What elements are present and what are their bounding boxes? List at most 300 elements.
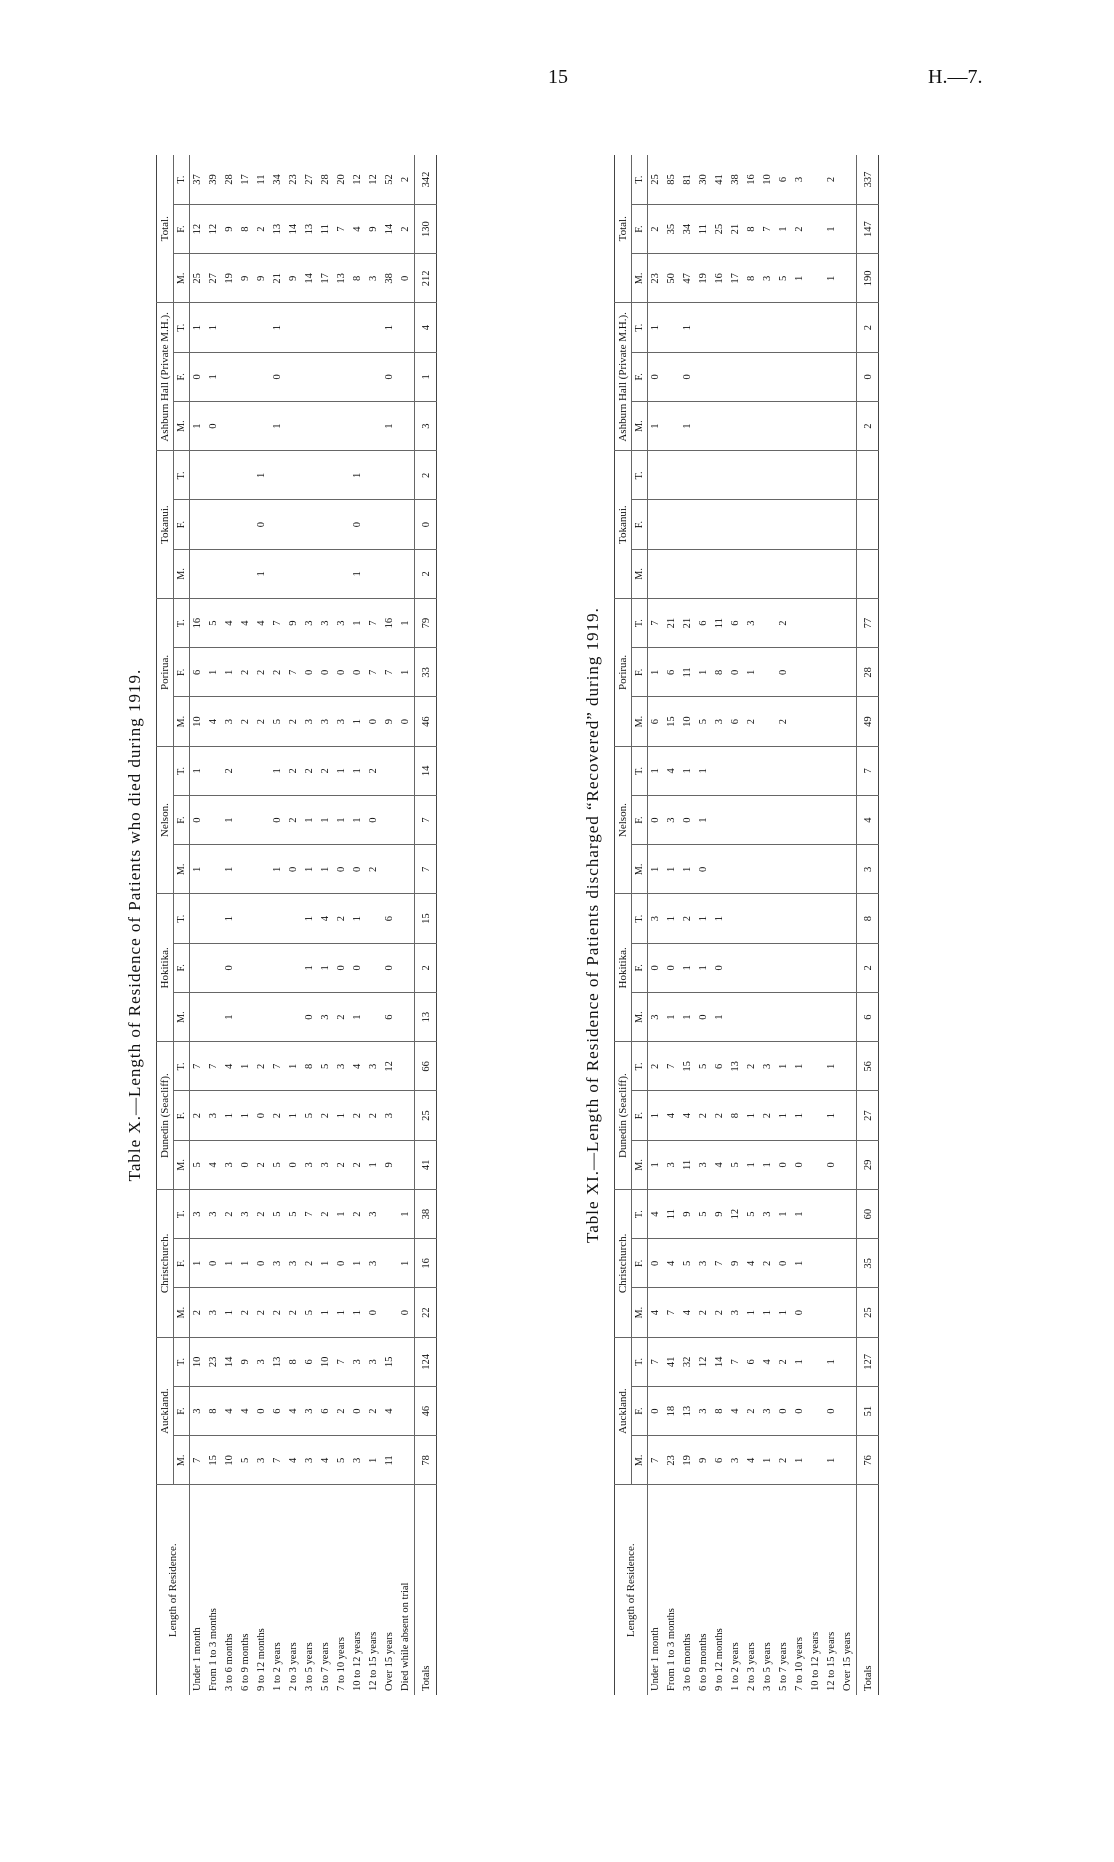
table-cell xyxy=(254,993,270,1042)
table-cell: 16 xyxy=(190,599,207,648)
sex-subheader: F. xyxy=(174,1091,190,1140)
table-cell xyxy=(398,451,415,500)
totals-cell: 8 xyxy=(857,894,879,943)
sex-subheader: T. xyxy=(632,303,648,352)
table-cell: 5 xyxy=(318,1042,334,1091)
table-cell xyxy=(808,1337,824,1386)
totals-cell: 29 xyxy=(857,1140,879,1189)
table-cell: 16 xyxy=(744,155,760,205)
row-label: Died while absent on trial xyxy=(400,1582,411,1691)
table-cell: 7 xyxy=(366,648,382,697)
totals-cell: 4 xyxy=(857,796,879,845)
table-cell: 9 xyxy=(366,205,382,254)
table-cell xyxy=(238,796,254,845)
table-cell xyxy=(824,697,840,746)
table-cell xyxy=(840,1387,857,1436)
table-cell: 23 xyxy=(206,1337,222,1386)
table-cell: 8 xyxy=(712,1387,728,1436)
table-cell xyxy=(792,648,808,697)
table-cell: 0 xyxy=(334,845,350,894)
sex-subheader: T. xyxy=(632,1337,648,1386)
table-cell: 5 xyxy=(206,599,222,648)
institution-header: Porirua. xyxy=(615,599,632,747)
table-cell xyxy=(398,303,415,352)
table-cell: 13 xyxy=(728,1042,744,1091)
institution-header: Hokitika. xyxy=(615,894,632,1042)
table-cell: 0 xyxy=(648,1239,665,1288)
table-cell xyxy=(318,549,334,598)
table-cell: 0 xyxy=(334,943,350,992)
totals-cell: 22 xyxy=(415,1288,437,1337)
table-cell: 2 xyxy=(776,697,792,746)
table-cell: 50 xyxy=(664,254,680,303)
table-cell: 2 xyxy=(696,1091,712,1140)
table-cell xyxy=(206,993,222,1042)
table-cell: 1 xyxy=(776,1042,792,1091)
sex-subheader: F. xyxy=(174,205,190,254)
table-cell: 1 xyxy=(664,845,680,894)
table-cell xyxy=(760,993,776,1042)
totals-cell: 41 xyxy=(415,1140,437,1189)
table-cell: 11 xyxy=(382,1436,398,1485)
table-cell xyxy=(286,894,302,943)
table-cell xyxy=(840,1436,857,1485)
table-cell xyxy=(318,352,334,401)
table-cell xyxy=(792,500,808,549)
table-cell: 0 xyxy=(206,402,222,451)
sex-subheader: M. xyxy=(174,1288,190,1337)
table-cell: 4 xyxy=(664,1239,680,1288)
table-cell: 1 xyxy=(222,1091,238,1140)
table-cell xyxy=(792,894,808,943)
table-cell: 1 xyxy=(350,697,366,746)
table-cell xyxy=(744,500,760,549)
table-cell: 2 xyxy=(334,993,350,1042)
sex-subheader: T. xyxy=(174,746,190,795)
table-cell: 1 xyxy=(350,451,366,500)
table-cell: 3 xyxy=(712,697,728,746)
table-cell xyxy=(334,549,350,598)
table-cell: 20 xyxy=(334,155,350,205)
table-cell xyxy=(808,549,824,598)
table-cell xyxy=(824,746,840,795)
table-cell: 1 xyxy=(190,402,207,451)
table-cell xyxy=(190,894,207,943)
totals-cell: 2 xyxy=(857,402,879,451)
table-row xyxy=(696,155,712,1695)
table-cell: 1 xyxy=(648,746,665,795)
totals-cell: 14 xyxy=(415,746,437,795)
table-cell: 10 xyxy=(222,1436,238,1485)
table-cell: 0 xyxy=(254,1091,270,1140)
table-cell: 0 xyxy=(302,648,318,697)
table-cell: 0 xyxy=(334,648,350,697)
table-cell xyxy=(824,500,840,549)
table-cell: 0 xyxy=(648,352,665,401)
table-cell: 6 xyxy=(382,993,398,1042)
table-cell xyxy=(366,402,382,451)
table-cell xyxy=(254,402,270,451)
table-cell: 0 xyxy=(398,254,415,303)
table-cell: 0 xyxy=(286,1140,302,1189)
table-cell: 2 xyxy=(238,648,254,697)
table-cell: 6 xyxy=(728,697,744,746)
table-cell: 4 xyxy=(728,1387,744,1436)
table-cell xyxy=(366,943,382,992)
table-cell xyxy=(382,845,398,894)
table-cell: 3 xyxy=(190,1387,207,1436)
table-cell: 17 xyxy=(728,254,744,303)
sex-subheader: M. xyxy=(632,845,648,894)
table-cell: 4 xyxy=(286,1387,302,1436)
table-cell: 1 xyxy=(744,1288,760,1337)
table-cell: 0 xyxy=(648,1387,665,1436)
table-row xyxy=(760,155,776,1695)
table-cell: 2 xyxy=(238,1288,254,1337)
table-cell xyxy=(712,845,728,894)
table-cell: 1 xyxy=(350,746,366,795)
table-cell: 3 xyxy=(648,993,665,1042)
table-cell: 25 xyxy=(712,205,728,254)
table-cell: 2 xyxy=(270,1288,286,1337)
row-label: 3 to 6 months xyxy=(224,1633,235,1691)
row-label: 3 to 6 months xyxy=(682,1633,693,1691)
table-cell: 8 xyxy=(744,254,760,303)
table-cell xyxy=(792,993,808,1042)
table-cell: 3 xyxy=(760,1042,776,1091)
table-cell: 1 xyxy=(648,402,665,451)
table-cell: 1 xyxy=(350,599,366,648)
table-cell: 2 xyxy=(350,1190,366,1239)
table-cell: 7 xyxy=(270,1436,286,1485)
table-cell: 4 xyxy=(238,599,254,648)
table-cell: 0 xyxy=(318,648,334,697)
table-cell xyxy=(728,549,744,598)
table-cell: 1 xyxy=(664,993,680,1042)
table-cell xyxy=(302,500,318,549)
table-cell xyxy=(808,845,824,894)
sex-subheader: F. xyxy=(632,1387,648,1436)
table-cell: 3 xyxy=(366,1042,382,1091)
table-cell: 1 xyxy=(334,1288,350,1337)
table-cell: 7 xyxy=(664,1288,680,1337)
sex-subheader: F. xyxy=(174,796,190,845)
table-cell xyxy=(824,993,840,1042)
table-cell xyxy=(824,402,840,451)
row-label: 7 to 10 years xyxy=(794,1637,805,1691)
totals-cell: 51 xyxy=(857,1387,879,1436)
totals-cell: 27 xyxy=(857,1091,879,1140)
institution-header: Christchurch. xyxy=(615,1190,632,1338)
table-cell xyxy=(840,796,857,845)
table-cell: 7 xyxy=(302,1190,318,1239)
table-cell: 1 xyxy=(302,845,318,894)
table-cell: 5 xyxy=(696,1042,712,1091)
table-cell xyxy=(840,1091,857,1140)
sex-subheader: M. xyxy=(632,993,648,1042)
table-cell: 13 xyxy=(302,205,318,254)
row-label: 6 to 9 months xyxy=(698,1633,709,1691)
table-cell: 35 xyxy=(664,205,680,254)
table-cell: 0 xyxy=(398,1288,415,1337)
table-cell xyxy=(696,352,712,401)
table-cell: 1 xyxy=(648,1091,665,1140)
table-cell: 16 xyxy=(712,254,728,303)
table-cell: 1 xyxy=(382,303,398,352)
table-cell: 14 xyxy=(712,1337,728,1386)
totals-row xyxy=(857,155,879,1695)
institution-header: Nelson. xyxy=(157,746,174,894)
table-cell xyxy=(398,845,415,894)
table-cell xyxy=(398,1091,415,1140)
table-cell xyxy=(302,549,318,598)
table-cell: 1 xyxy=(270,402,286,451)
table-cell xyxy=(840,451,857,500)
table-cell xyxy=(808,451,824,500)
table-cell xyxy=(728,352,744,401)
table-cell xyxy=(712,796,728,845)
table-cell: 6 xyxy=(712,1042,728,1091)
table-cell xyxy=(776,746,792,795)
table-cell xyxy=(728,845,744,894)
totals-cell: 33 xyxy=(415,648,437,697)
table-cell: 6 xyxy=(270,1387,286,1436)
totals-cell xyxy=(857,549,879,598)
table-cell xyxy=(382,500,398,549)
table-cell xyxy=(776,500,792,549)
table-cell: 1 xyxy=(824,205,840,254)
table-cell xyxy=(792,943,808,992)
table-cell: 2 xyxy=(776,599,792,648)
table-cell xyxy=(760,303,776,352)
table-x-title: Table X.—Length of Residence of Patients who died during 1919. xyxy=(125,668,144,1182)
sex-subheader: T. xyxy=(174,451,190,500)
table-cell: 3 xyxy=(696,1239,712,1288)
table-cell xyxy=(712,451,728,500)
table-cell xyxy=(206,943,222,992)
table-cell xyxy=(286,943,302,992)
table-cell: 2 xyxy=(398,155,415,205)
table-cell: 0 xyxy=(254,1387,270,1436)
table-cell: 2 xyxy=(270,1091,286,1140)
table-cell: 5 xyxy=(334,1436,350,1485)
totals-cell: 15 xyxy=(415,894,437,943)
table-cell xyxy=(840,599,857,648)
table-cell: 6 xyxy=(302,1337,318,1386)
table-cell: 1 xyxy=(824,1091,840,1140)
row-label: 12 to 15 years xyxy=(368,1631,379,1691)
sex-subheader: F. xyxy=(632,352,648,401)
table-cell: 13 xyxy=(334,254,350,303)
sex-subheader: F. xyxy=(174,500,190,549)
table-cell: 2 xyxy=(334,894,350,943)
table-cell: 1 xyxy=(270,303,286,352)
table-cell: 11 xyxy=(318,205,334,254)
table-cell: 2 xyxy=(760,1091,776,1140)
totals-cell: 147 xyxy=(857,205,879,254)
table-cell: 0 xyxy=(190,352,207,401)
table-cell: 1 xyxy=(334,746,350,795)
totals-cell: 78 xyxy=(415,1436,437,1485)
table-cell: 2 xyxy=(222,746,238,795)
table-cell xyxy=(222,402,238,451)
table-cell xyxy=(824,796,840,845)
table-cell: 1 xyxy=(206,303,222,352)
table-cell: 3 xyxy=(302,599,318,648)
table-row xyxy=(270,155,286,1695)
table-cell xyxy=(840,1140,857,1189)
table-cell: 2 xyxy=(286,1288,302,1337)
table-cell: 9 xyxy=(382,697,398,746)
table-row xyxy=(366,155,382,1695)
institution-header: Auckland. xyxy=(615,1337,632,1485)
table-row xyxy=(728,155,744,1695)
table-cell: 34 xyxy=(680,205,696,254)
table-cell: 0 xyxy=(366,697,382,746)
table-xi-title: Table XI.—Length of Residence of Patients discharged “Recovered” during 1919. xyxy=(583,607,602,1243)
totals-cell: 127 xyxy=(857,1337,879,1386)
table-cell: 1 xyxy=(350,549,366,598)
institution-header: Hokitika. xyxy=(157,894,174,1042)
table-cell: 2 xyxy=(254,1288,270,1337)
table-row xyxy=(302,155,318,1695)
table-cell xyxy=(792,845,808,894)
table-cell: 9 xyxy=(286,254,302,303)
table-cell xyxy=(760,599,776,648)
table-cell xyxy=(254,303,270,352)
table-cell: 5 xyxy=(238,1436,254,1485)
table-cell: 38 xyxy=(382,254,398,303)
table-cell xyxy=(270,549,286,598)
table-cell xyxy=(808,1239,824,1288)
sex-subheader: M. xyxy=(174,697,190,746)
table-cell: 1 xyxy=(696,943,712,992)
totals-cell xyxy=(857,500,879,549)
totals-cell: 3 xyxy=(415,402,437,451)
institution-header: Total. xyxy=(615,155,632,303)
sex-subheader: F. xyxy=(174,1387,190,1436)
table-cell: 2 xyxy=(366,1387,382,1436)
table-cell xyxy=(792,697,808,746)
sex-subheader: T. xyxy=(174,1337,190,1386)
table-cell: 3 xyxy=(350,1337,366,1386)
table-row xyxy=(840,155,857,1695)
table-cell xyxy=(728,303,744,352)
table-cell xyxy=(286,993,302,1042)
totals-cell: 16 xyxy=(415,1239,437,1288)
table-cell: 3 xyxy=(366,1239,382,1288)
table-cell xyxy=(254,894,270,943)
table-cell: 1 xyxy=(680,993,696,1042)
table-cell: 85 xyxy=(664,155,680,205)
table-cell: 9 xyxy=(696,1436,712,1485)
table-cell: 7 xyxy=(190,1042,207,1091)
table-cell: 3 xyxy=(206,1190,222,1239)
table-cell: 0 xyxy=(222,943,238,992)
table-cell: 2 xyxy=(744,697,760,746)
table-cell: 3 xyxy=(302,697,318,746)
table-cell: 2 xyxy=(792,205,808,254)
table-cell xyxy=(744,894,760,943)
table-cell: 39 xyxy=(206,155,222,205)
table-cell: 8 xyxy=(728,1091,744,1140)
table-cell: 3 xyxy=(334,697,350,746)
table-cell: 0 xyxy=(270,352,286,401)
table-cell xyxy=(808,352,824,401)
table-cell: 0 xyxy=(776,1239,792,1288)
table-cell xyxy=(840,352,857,401)
table-cell xyxy=(808,1436,824,1485)
table-cell: 1 xyxy=(792,1436,808,1485)
table-cell: 1 xyxy=(680,943,696,992)
table-cell xyxy=(286,303,302,352)
table-cell: 7 xyxy=(648,599,665,648)
table-cell: 6 xyxy=(382,894,398,943)
sex-subheader: T. xyxy=(174,1190,190,1239)
table-cell: 2 xyxy=(744,1387,760,1436)
table-cell xyxy=(648,500,665,549)
table-cell: 4 xyxy=(222,599,238,648)
table-cell: 3 xyxy=(382,1091,398,1140)
totals-cell: 38 xyxy=(415,1190,437,1239)
table-cell: 10 xyxy=(190,697,207,746)
table-row xyxy=(318,155,334,1695)
table-cell xyxy=(760,352,776,401)
table-cell: 2 xyxy=(254,1140,270,1189)
table-cell: 1 xyxy=(824,254,840,303)
length-of-residence-header: Length of Residence. xyxy=(157,1485,190,1695)
table-cell: 7 xyxy=(190,1436,207,1485)
table-cell xyxy=(760,451,776,500)
table-cell: 0 xyxy=(382,352,398,401)
table-cell: 4 xyxy=(206,697,222,746)
table-cell xyxy=(808,500,824,549)
table-cell xyxy=(696,402,712,451)
institution-header: Nelson. xyxy=(615,746,632,894)
table-cell: 1 xyxy=(334,1091,350,1140)
table-cell xyxy=(824,845,840,894)
table-cell: 7 xyxy=(270,599,286,648)
table-cell: 2 xyxy=(254,205,270,254)
table-cell xyxy=(776,993,792,1042)
totals-cell: 56 xyxy=(857,1042,879,1091)
table-cell: 1 xyxy=(664,894,680,943)
table-cell xyxy=(824,1288,840,1337)
row-label: 7 to 10 years xyxy=(336,1637,347,1691)
institution-header: Dunedin (Seacliff). xyxy=(615,1042,632,1190)
table-cell: 7 xyxy=(760,205,776,254)
sex-subheader: F. xyxy=(632,796,648,845)
table-cell: 12 xyxy=(366,155,382,205)
table-cell: 6 xyxy=(696,599,712,648)
table-cell: 0 xyxy=(254,500,270,549)
institution-header: Tokanui. xyxy=(157,451,174,599)
table-cell xyxy=(840,894,857,943)
table-cell xyxy=(398,500,415,549)
table-cell xyxy=(744,402,760,451)
table-row xyxy=(712,155,728,1695)
table-cell: 28 xyxy=(222,155,238,205)
table-cell xyxy=(190,943,207,992)
table-cell: 1 xyxy=(398,599,415,648)
table-cell: 11 xyxy=(680,648,696,697)
totals-cell: 1 xyxy=(415,352,437,401)
table-cell: 2 xyxy=(680,894,696,943)
sex-subheader: M. xyxy=(174,549,190,598)
table-cell: 32 xyxy=(680,1337,696,1386)
table-cell: 1 xyxy=(302,796,318,845)
table-cell: 4 xyxy=(744,1239,760,1288)
